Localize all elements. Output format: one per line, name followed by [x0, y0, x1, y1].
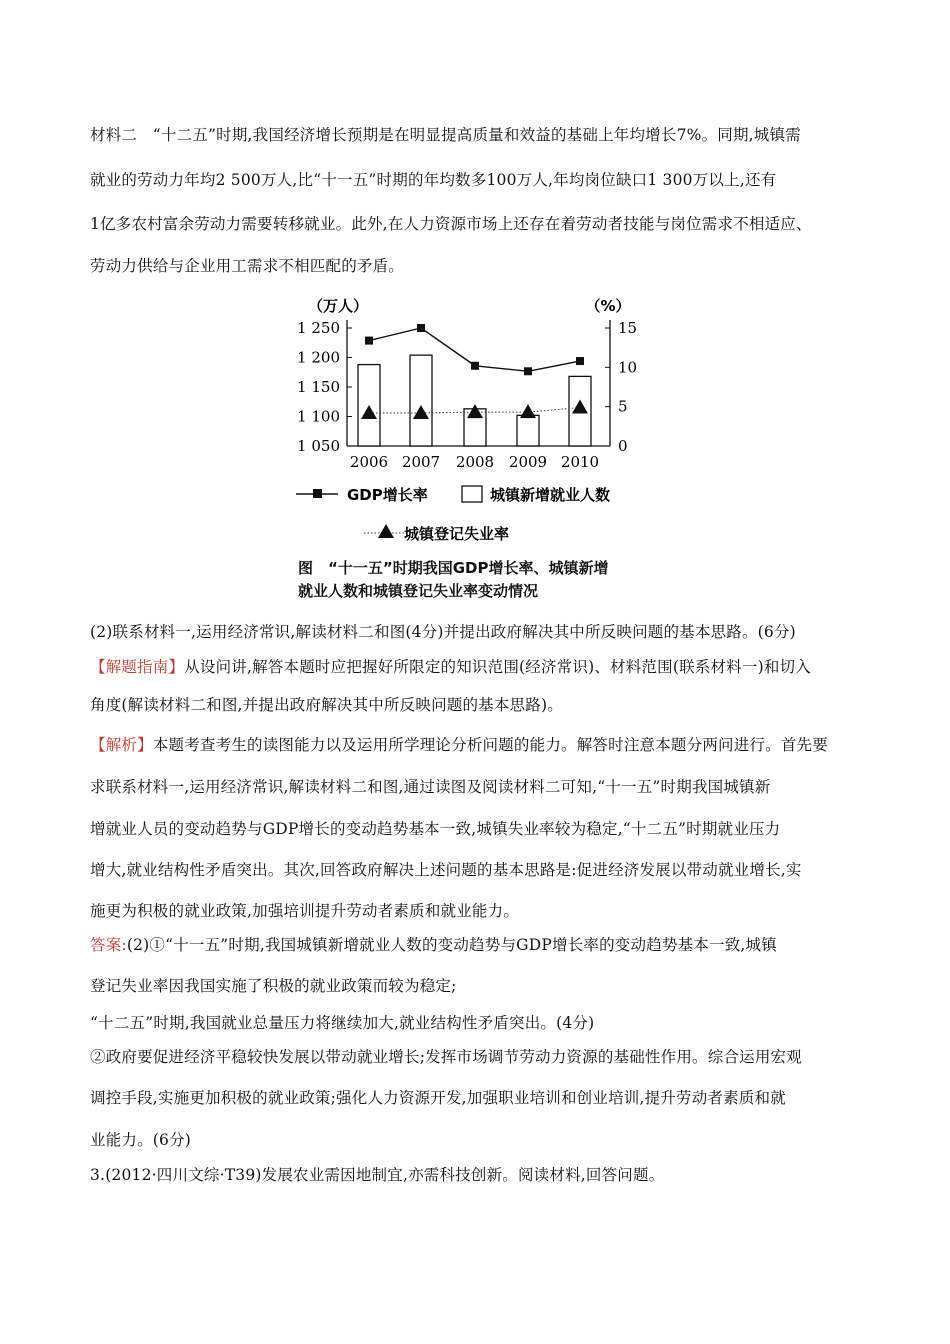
right-axis-label: （%） — [585, 297, 631, 315]
guide-tag: 【解题指南】 — [90, 658, 185, 676]
legend-gdp-label: GDP增长率 — [347, 486, 428, 504]
gdp-point — [365, 337, 373, 345]
legend-gdp-marker — [313, 489, 322, 498]
analysis-line: 施更为积极的就业政策,加强培训提升劳动者素质和就业能力。 — [90, 902, 520, 920]
x-tick-label: 2009 — [508, 453, 548, 471]
x-tick-label: 2006 — [349, 453, 389, 471]
gdp-point — [524, 367, 532, 375]
answer-line — [90, 933, 777, 955]
right-tick-label: 10 — [618, 358, 638, 377]
right-tick-label: 5 — [618, 397, 628, 416]
x-tick-label: 2007 — [401, 453, 441, 471]
analysis-line: 增就业人员的变动趋势与GDP增长的变动趋势基本一致,城镇失业率较为稳定,“十二五”时期就业压力 — [90, 820, 781, 838]
gdp-point — [417, 324, 425, 332]
material2-line: 1亿多农村富余劳动力需要转移就业。此外,在人力资源市场上还存在着劳动者技能与岗位需求不相适应、 — [90, 215, 812, 233]
left-tick-label: 1 250 — [297, 319, 340, 337]
right-tick-label: 0 — [618, 437, 628, 455]
answer-tag: 答案: — [90, 936, 127, 954]
chart-caption: 图 “十一五”时期我国GDP增长率、城镇新增 — [298, 559, 609, 577]
material2-line: 就业的劳动力年均2 500万人,比“十一五”时期的年均数多100万人,年均岗位缺口1 300万以上,还有 — [90, 171, 777, 189]
answer-text: (2)①“十一五”时期,我国城镇新增就业人数的变动趋势与GDP增长率的变动趋势基本一致,城镇 — [126, 936, 777, 954]
x-tick-label: 2008 — [455, 453, 495, 471]
chart-caption: 就业人数和城镇登记失业率变动情况 — [298, 582, 539, 600]
analysis-line: 增大,就业结构性矛盾突出。其次,回答政府解决上述问题的基本思路是:促进经济发展以带动就业增长,实 — [90, 861, 802, 879]
gdp-point — [576, 357, 584, 365]
left-tick-label: 1 050 — [297, 437, 340, 455]
analysis-text: 本题考查考生的读图能力以及运用所学理论分析问题的能力。解答时注意本题分两问进行。首先要 — [152, 736, 828, 754]
left-axis-label: （万人） — [307, 297, 369, 315]
question-text: (2)联系材料一,运用经济常识,解读材料二和图(4分)并提出政府解决其中所反映问题的基本思路。(6分) — [90, 623, 796, 641]
material2-line: 材料二 “十二五”时期,我国经济增长预期是在明显提高质量和效益的基础上年均增长7%。同期,城镇需 — [90, 126, 801, 144]
legend-employ-label: 城镇新增就业人数 — [490, 486, 611, 504]
guide-line — [90, 655, 811, 677]
legend-employ-box — [462, 486, 482, 502]
analysis-tag: 【解析】 — [90, 736, 153, 754]
guide-line: 角度(解读材料二和图,并提出政府解决其中所反映问题的基本思路)。 — [90, 696, 563, 714]
answer-line: 调控手段,实施更加积极的就业政策;强化人力资源开发,加强职业培训和创业培训,提升劳动者素质和就 — [90, 1089, 786, 1107]
x-tick-label: 2010 — [560, 453, 600, 471]
left-tick-label: 1 150 — [297, 378, 340, 396]
guide-text: 从设问讲,解答本题时应把握好所限定的知识范围(经济常识)、材料范围(联系材料一)和切入 — [184, 658, 811, 676]
employment-gdp-chart — [0, 0, 950, 600]
analysis-line: 求联系材料一,运用经济常识,解读材料二和图,通过读图及阅读材料二可知,“十一五”时期我国城镇新 — [90, 778, 771, 796]
legend-unemp-marker — [378, 524, 394, 538]
left-tick-label: 1 100 — [297, 407, 340, 426]
left-tick-label: 1 200 — [297, 348, 340, 367]
answer-line: “十二五”时期,我国就业总量压力将继续加大,就业结构性矛盾突出。(4分) — [90, 1014, 595, 1032]
answer-line: 业能力。(6分) — [90, 1131, 192, 1149]
answer-line: ②政府要促进经济平稳较快发展以带动就业增长;发挥市场调节劳动力资源的基础性作用。综合运用宏观 — [90, 1048, 802, 1066]
analysis-line — [90, 733, 828, 755]
answer-line: 登记失业率因我国实施了积极的就业政策而较为稳定; — [90, 977, 457, 995]
right-tick-label: 15 — [618, 319, 638, 337]
legend-unemp-label: 城镇登记失业率 — [404, 525, 510, 543]
employment-bar — [410, 355, 432, 446]
next-question: 3.(2012·四川文综·T39)发展农业需因地制宜,亦需科技创新。阅读材料,回答问题。 — [90, 1166, 665, 1184]
material2-line: 劳动力供给与企业用工需求不相匹配的矛盾。 — [90, 257, 405, 275]
employment-bar — [517, 415, 539, 446]
gdp-point — [471, 362, 479, 370]
